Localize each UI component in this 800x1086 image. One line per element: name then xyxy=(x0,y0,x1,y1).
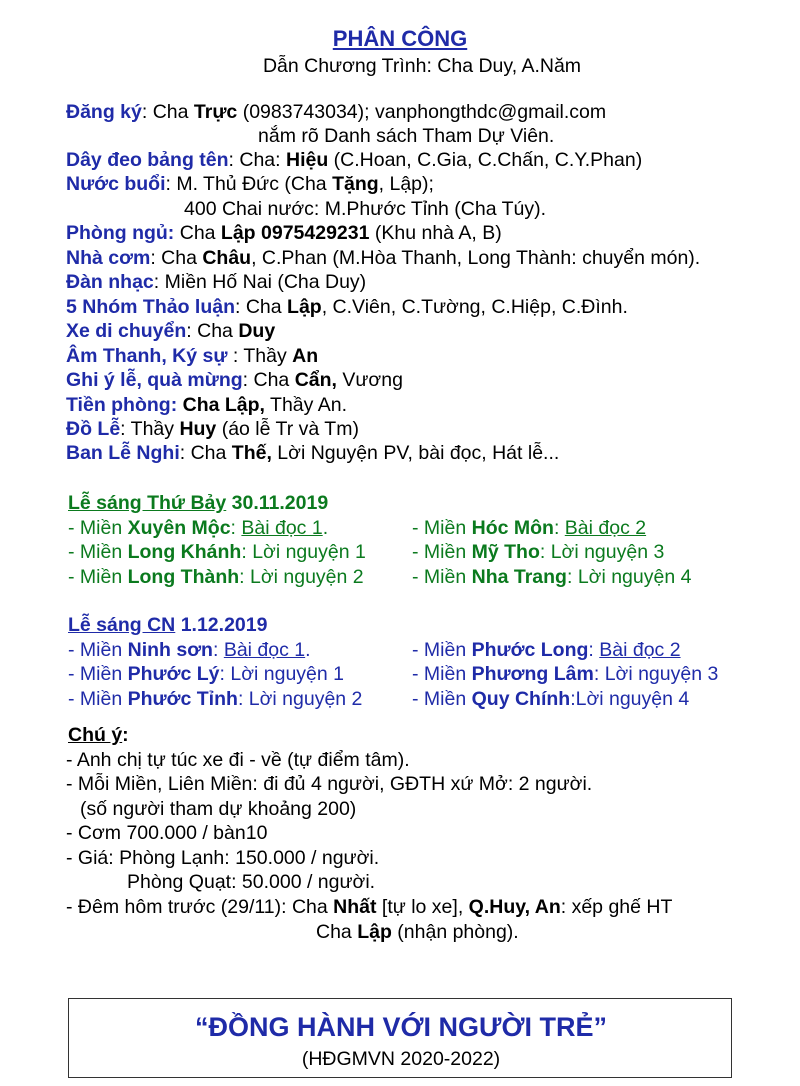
region-name: Ninh sơn xyxy=(127,639,213,661)
reading-task: Bài đọc 1 xyxy=(223,639,306,661)
page-title: PHÂN CÔNG xyxy=(332,26,468,51)
assignment-do-le: Đồ Lễ: Thầy Huy (áo lễ Tr và Tm) xyxy=(66,418,359,440)
reading-task: Lời nguyện 2 xyxy=(248,688,363,710)
assignment-nha-com: Nhà cơm: Cha Châu, C.Phan (M.Hòa Thanh, Long Thành: chuyển món). xyxy=(66,247,701,269)
schedule-entry-right: - Miền Quy Chính:Lời nguyện 4 xyxy=(412,688,690,710)
schedule-entry-left: - Miền Phước Tỉnh: Lời nguyện 2 xyxy=(68,688,363,710)
reading-task: Lời nguyện 3 xyxy=(604,663,719,685)
schedule-entry-right: - Miền Nha Trang: Lời nguyện 4 xyxy=(412,566,692,588)
schedule-entry-left: - Miền Phước Lý: Lời nguyện 1 xyxy=(68,663,344,685)
schedule-entry-right: - Miền Phương Lâm: Lời nguyện 3 xyxy=(412,663,719,685)
note-1: - Anh chị tự túc xe đi - về (tự điểm tâm). xyxy=(66,749,410,771)
assignment-nuoc-buoi: Nước buổi: M. Thủ Đức (Cha Tặng, Lập); xyxy=(66,173,434,195)
assignment-ban-le-nghi: Ban Lễ Nghi: Cha Thế, Lời Nguyện PV, bài đọc, Hát lễ... xyxy=(66,442,560,464)
reading-task: Lời nguyện 3 xyxy=(550,541,665,563)
reading-task: Bài đọc 2 xyxy=(564,517,647,539)
region-name: Phước Tỉnh xyxy=(127,688,238,710)
note-4: - Giá: Phòng Lạnh: 150.000 / người. xyxy=(66,847,380,869)
assignment-day-deo: Dây đeo bảng tên: Cha: Hiệu (C.Hoan, C.Gia, C.Chấn, C.Y.Phan) xyxy=(66,149,643,171)
assignment-nhom-thao-luan: 5 Nhóm Thảo luận: Cha Lập, C.Viên, C.Tường, C.Hiệp, C.Đình. xyxy=(66,296,628,318)
schedule-entry-left: - Miền Long Khánh: Lời nguyện 1 xyxy=(68,541,366,563)
assignment-dang-ky: Đăng ký: Cha Trực (0983743034); vanphongthdc@gmail.com xyxy=(66,101,607,123)
region-name: Long Thành xyxy=(127,566,240,588)
saturday-header: Lễ sáng Thứ Bảy 30.11.2019 xyxy=(68,492,329,514)
region-name: Quy Chính xyxy=(471,688,571,710)
region-name: Mỹ Tho xyxy=(471,541,540,563)
schedule-entry-right: - Miền Phước Long: Bài đọc 2 xyxy=(412,639,681,661)
reading-task: Lời nguyện 1 xyxy=(230,663,344,685)
region-name: Phước Lý xyxy=(127,663,220,685)
assignment-dan-nhac: Đàn nhạc: Miền Hố Nai (Cha Duy) xyxy=(66,271,367,293)
note-3: - Cơm 700.000 / bàn10 xyxy=(66,822,268,844)
region-name: Long Khánh xyxy=(127,541,242,563)
schedule-entry-left: - Miền Xuyên Mộc: Bài đọc 1. xyxy=(68,517,329,539)
motto-subtitle: (HĐGMVN 2020-2022) xyxy=(301,1048,501,1070)
note-2b: (số người tham dự khoảng 200) xyxy=(80,798,357,820)
schedule-entry-left: - Miền Ninh sơn: Bài đọc 1. xyxy=(68,639,311,661)
reading-task: Lời nguyện 2 xyxy=(250,566,364,588)
motto-box xyxy=(68,998,732,1078)
assignment-dang-ky-line2: nắm rõ Danh sách Tham Dự Viên. xyxy=(258,125,555,147)
region-name: Xuyên Mộc xyxy=(127,517,231,539)
reading-task: Lời nguyện 4 xyxy=(577,566,692,588)
assignment-am-thanh: Âm Thanh, Ký sự : Thầy An xyxy=(66,345,319,367)
notes-header: Chú ý: xyxy=(68,724,129,746)
note-2: - Mỗi Miền, Liên Miền: đi đủ 4 người, GĐTH xứ Mở: 2 người. xyxy=(66,773,593,795)
motto-title: “ĐỒNG HÀNH VỚI NGƯỜI TRẺ” xyxy=(195,1012,607,1042)
assignment-tien-phong: Tiền phòng: Cha Lập, Thầy An. xyxy=(66,394,347,416)
note-5b: Cha Lập (nhận phòng). xyxy=(316,921,519,943)
region-name: Phương Lâm xyxy=(471,663,594,685)
page-subtitle: Dẫn Chương Trình: Cha Duy, A.Năm xyxy=(262,55,582,77)
assignment-phong-ngu: Phòng ngủ: Cha Lập 0975429231 (Khu nhà A, B) xyxy=(66,222,502,244)
schedule-entry-right: - Miền Mỹ Tho: Lời nguyện 3 xyxy=(412,541,665,563)
assignment-nuoc-buoi-line2: 400 Chai nước: M.Phước Tỉnh (Cha Túy). xyxy=(184,198,547,220)
region-name: Phước Long xyxy=(471,639,589,661)
schedule-entry-left: - Miền Long Thành: Lời nguyện 2 xyxy=(68,566,364,588)
region-name: Hóc Môn xyxy=(471,517,554,539)
schedule-entry-right: - Miền Hóc Môn: Bài đọc 2 xyxy=(412,517,647,539)
sunday-header: Lễ sáng CN 1.12.2019 xyxy=(68,614,268,636)
assignment-ghi-y: Ghi ý lễ, quà mừng: Cha Cẩn, Vương xyxy=(66,369,403,391)
reading-task: Lời nguyện 4 xyxy=(575,688,690,710)
assignment-xe: Xe di chuyển: Cha Duy xyxy=(66,320,276,342)
region-name: Nha Trang xyxy=(471,566,567,588)
note-5: - Đêm hôm trước (29/11): Cha Nhất [tự lo xe], Q.Huy, An: xếp ghế HT xyxy=(66,896,673,918)
note-4b: Phòng Quạt: 50.000 / người. xyxy=(127,871,376,893)
reading-task: Lời nguyện 1 xyxy=(252,541,366,563)
reading-task: Bài đọc 2 xyxy=(599,639,681,661)
reading-task: Bài đọc 1 xyxy=(241,517,323,539)
